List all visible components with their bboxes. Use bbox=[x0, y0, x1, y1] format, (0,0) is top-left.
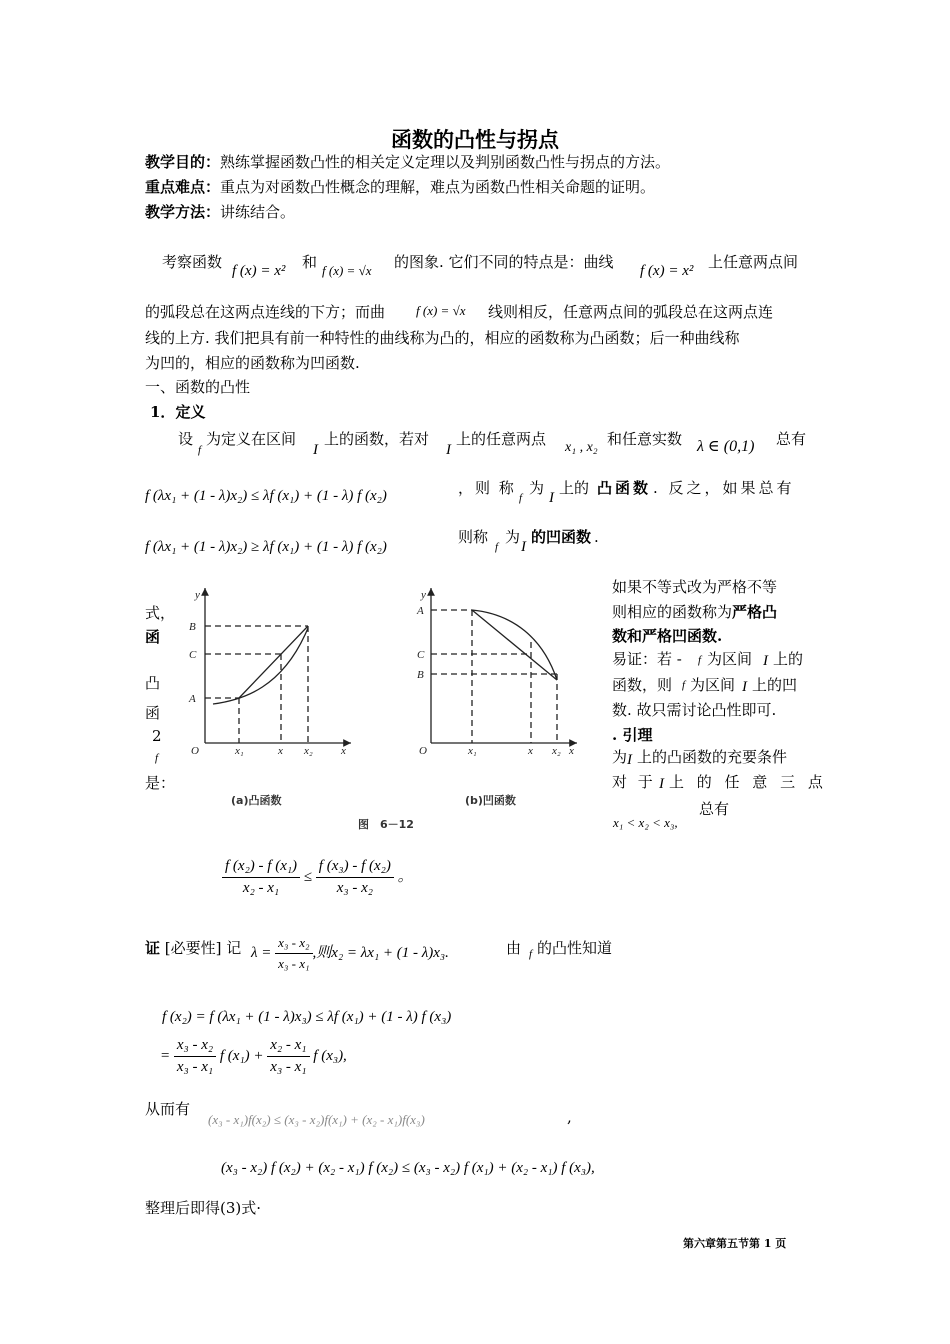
caption-a: (a)凸函数 bbox=[231, 794, 282, 807]
def-j: . 反之，如果总有 bbox=[653, 479, 795, 497]
margin-1: 式， bbox=[145, 604, 176, 622]
proof-grey-end: , bbox=[567, 1108, 572, 1126]
a-label-y: y bbox=[195, 589, 200, 601]
right-r5a: 函数，则 bbox=[612, 676, 673, 694]
b-chord bbox=[472, 610, 557, 680]
sym-f-2: f bbox=[519, 492, 523, 504]
margin-3: 凸 bbox=[145, 674, 161, 692]
def-i: 上的 bbox=[559, 479, 590, 497]
def-e: 和任意实数 bbox=[607, 430, 683, 448]
def-l: 为 bbox=[505, 528, 521, 546]
r-sym-I-4: I bbox=[659, 776, 664, 792]
r-sym-I: I bbox=[763, 653, 768, 669]
proof-a-den: x₃ - x₁ bbox=[176, 1059, 214, 1075]
proof-eq2-pre: = bbox=[160, 1047, 171, 1064]
right-r9b: 上 的 任 意 三 点 bbox=[669, 773, 827, 791]
b-label-O: O bbox=[419, 745, 427, 757]
convexity-figure bbox=[173, 578, 585, 838]
b-label-xaxis: x bbox=[569, 745, 574, 757]
right-r1: 如果不等式改为严格不等 bbox=[612, 578, 778, 596]
proof-eq1: f (x₂) = f (λx₁ + (1 - λ)x₃) ≤ λf (x₁) + (1 - λ) f (x₃) bbox=[162, 1009, 452, 1025]
convex-word: 凸函数 bbox=[597, 479, 652, 497]
proof-lam-num: x₃ - x₂ bbox=[275, 935, 312, 954]
intro-p1-a: 考察函数 bbox=[162, 253, 223, 271]
intro-line4: 为凹的，相应的函数称为凹函数. bbox=[145, 354, 360, 372]
right-r6: 数. 故只需讨论凸性即可. bbox=[612, 701, 777, 719]
intro-line2-b: 线则相反，任意两点间的弧段总在这两点连 bbox=[488, 303, 774, 321]
key-points-label: 重点难点： bbox=[145, 178, 221, 196]
b-label-y: y bbox=[421, 589, 426, 601]
proof-sym-f: f bbox=[529, 948, 533, 960]
proof-lam-den: x₃ - x₁ bbox=[278, 956, 310, 971]
r-sym-f: f bbox=[698, 654, 702, 666]
formula-sqrt: f (x) = √x bbox=[322, 263, 372, 278]
page-title: 函数的凸性与拐点 bbox=[391, 127, 559, 152]
proof-by: 由 bbox=[506, 939, 522, 957]
def-d: 上的任意两点 bbox=[456, 430, 547, 448]
section-convexity: 一、函数的凸性 bbox=[145, 378, 251, 396]
right-r5c: 上的凹 bbox=[752, 676, 798, 694]
teaching-method bbox=[145, 203, 295, 221]
def-heading-text: 定义 bbox=[175, 403, 206, 421]
concave-inequality: f (λx₁ + (1 - λ)x₂) ≥ λf (x₁) + (1 - λ) f (x₂) bbox=[145, 539, 387, 555]
a-curve bbox=[213, 628, 308, 704]
def-points: x₁ , x₂ bbox=[565, 440, 598, 455]
def-lambda-range: λ ∈ (0,1) bbox=[697, 438, 755, 455]
sym-I-4: I bbox=[521, 539, 526, 555]
lemma-rel: ≤ bbox=[303, 868, 313, 885]
b-label-A: A bbox=[417, 605, 424, 617]
teaching-method-label: 教学方法： bbox=[145, 203, 221, 221]
proof-final: 整理后即得(3)式· bbox=[145, 1199, 262, 1217]
a-label-xaxis: x bbox=[341, 745, 346, 757]
sym-I-3: I bbox=[549, 490, 554, 506]
def-h: 为 bbox=[529, 479, 545, 497]
right-r5b: 为区间 bbox=[690, 676, 736, 694]
def-k: 则称 bbox=[458, 528, 489, 546]
right-r9: 对 于 bbox=[612, 773, 656, 791]
lemma-left-num: f (x₂) - f (x₁) bbox=[222, 858, 300, 878]
proof-lead: 证 bbox=[145, 939, 161, 957]
b-label-x1: x₁ bbox=[468, 745, 477, 757]
def-heading bbox=[150, 403, 205, 421]
sym-f: f bbox=[198, 444, 202, 456]
proof-eq3: (x₃ - x₂) f (x₂) + (x₂ - x₁) f (x₂) ≤ (x₃ - x₂) f (x₁) + (x₂ - x₁) f (x₃), bbox=[221, 1160, 595, 1176]
right-r8a: 为 bbox=[612, 748, 628, 766]
r-sym-I-3: I bbox=[627, 752, 632, 768]
intro-p1-d: 上任意两点间 bbox=[708, 253, 799, 271]
concave-word: 的凹函数 bbox=[531, 528, 592, 546]
proof-lambda: λ = bbox=[251, 944, 272, 961]
lemma-right-num: f (x₃) - f (x₂) bbox=[316, 858, 394, 878]
proof-b-den: x₃ - x₁ bbox=[270, 1059, 307, 1075]
intro-p1-c: 的图象. 它们不同的特点是：曲线 bbox=[394, 253, 614, 271]
a-chord bbox=[239, 626, 308, 698]
caption-b: (b)凹函数 bbox=[465, 794, 516, 807]
proof-lambda-def bbox=[251, 935, 449, 972]
right-r2 bbox=[612, 603, 777, 621]
sym-I: I bbox=[313, 442, 318, 458]
margin-f: f bbox=[155, 752, 159, 764]
def-f: 总有 bbox=[776, 430, 807, 448]
teaching-goal-label: 教学目的： bbox=[145, 153, 221, 171]
def-a: 设 bbox=[178, 430, 194, 448]
intro-p1-b: 和 bbox=[302, 253, 318, 271]
proof-then: ,则x₂ = λx₁ + (1 - λ)x₃. bbox=[312, 944, 449, 961]
b-label-B: B bbox=[417, 669, 424, 681]
page-footer: 第六章第五节第 1 页 bbox=[683, 1237, 787, 1250]
a-label-x1: x₁ bbox=[235, 745, 244, 757]
right-r4b: 为区间 bbox=[707, 650, 753, 668]
teaching-goal-text: 熟练掌握函数凸性的相关定义定理以及判别函数凸性与拐点的方法。 bbox=[220, 153, 671, 171]
proof-grey-eq: (x₃ - x₁)f(x₂) ≤ (x₃ - x₂)f(x₁) + (x₂ - x₁)f(x₃) bbox=[208, 1112, 425, 1127]
period: . bbox=[594, 528, 599, 546]
b-label-x: x bbox=[528, 745, 533, 757]
a-label-C: C bbox=[189, 649, 197, 661]
proof-thus: 从而有 bbox=[145, 1100, 191, 1118]
right-r8b: 上的凸函数的充要条件 bbox=[637, 748, 788, 766]
right-r7: . 引理 bbox=[612, 726, 653, 744]
teaching-goal bbox=[145, 153, 670, 171]
def-b: 为定义在区间 bbox=[206, 430, 297, 448]
sym-I-2: I bbox=[446, 442, 451, 458]
key-points bbox=[145, 178, 655, 196]
a-label-x2: x₂ bbox=[304, 745, 313, 757]
lemma-inequality bbox=[222, 858, 413, 897]
a-label-A: A bbox=[189, 693, 196, 705]
def-heading-num: 1． bbox=[150, 403, 176, 421]
margin-6: 是： bbox=[145, 774, 176, 792]
key-points-text: 重点为对函数凸性概念的理解，难点为函数凸性相关命题的证明。 bbox=[220, 178, 656, 196]
proof-eq2 bbox=[160, 1037, 347, 1076]
margin-5: 2 bbox=[152, 727, 162, 745]
lemma-right-den: x₃ - x₂ bbox=[336, 880, 373, 896]
right-r4c: 上的 bbox=[773, 650, 804, 668]
teaching-method-text: 讲练结合。 bbox=[220, 203, 296, 221]
proof-mid: f (x₁) + bbox=[219, 1047, 264, 1064]
proof-start bbox=[145, 939, 241, 957]
right-r4: 易证：若 - bbox=[612, 650, 682, 668]
right-r2a: 则相应的函数称为 bbox=[612, 603, 733, 621]
right-r10m: x₁ < x₂ < x₃, bbox=[613, 815, 678, 830]
right-r2b: 严格凸 bbox=[732, 603, 778, 621]
lemma-end: 。 bbox=[397, 868, 413, 885]
margin-2: 函 bbox=[145, 628, 161, 646]
proof-a-num: x₃ - x₂ bbox=[174, 1037, 216, 1057]
lemma-left-den: x₂ - x₁ bbox=[242, 880, 280, 896]
convex-inequality: f (λx₁ + (1 - λ)x₂) ≤ λf (x₁) + (1 - λ) f (x₂) bbox=[145, 488, 387, 504]
proof-by2: 的凸性知道 bbox=[537, 939, 613, 957]
sym-f-3: f bbox=[495, 541, 499, 553]
figure-caption: 图 6－12 bbox=[358, 818, 414, 831]
formula-x-squared-2: f (x) = x² bbox=[640, 263, 694, 279]
a-label-B: B bbox=[189, 621, 196, 633]
b-label-x2: x₂ bbox=[552, 745, 561, 757]
a-label-x: x bbox=[278, 745, 283, 757]
formula-x-squared: f (x) = x² bbox=[232, 263, 286, 279]
formula-sqrt-2: f (x) = √x bbox=[416, 303, 466, 318]
proof-b-num: x₂ - x₁ bbox=[267, 1037, 309, 1057]
b-label-C: C bbox=[417, 649, 425, 661]
right-r3: 数和严格凹函数. bbox=[612, 627, 723, 645]
proof-tail: f (x₃), bbox=[313, 1047, 347, 1064]
intro-line3: 线的上方. 我们把具有前一种特性的曲线称为凸的，相应的函数称为凸函数；后一种曲线称 bbox=[145, 329, 740, 347]
def-c: 上的函数，若对 bbox=[324, 430, 430, 448]
r-sym-f-2: f bbox=[682, 679, 686, 691]
right-r10: 总有 bbox=[699, 800, 730, 818]
def-g: ，则 称 bbox=[458, 479, 516, 497]
intro-line2-a: 的弧段总在这两点连线的下方；而曲 bbox=[145, 303, 386, 321]
r-sym-I-2: I bbox=[742, 679, 747, 695]
a-label-O: O bbox=[191, 745, 199, 757]
margin-4: 函 bbox=[145, 704, 161, 722]
proof-nec: [必要性] 记 bbox=[164, 939, 242, 957]
